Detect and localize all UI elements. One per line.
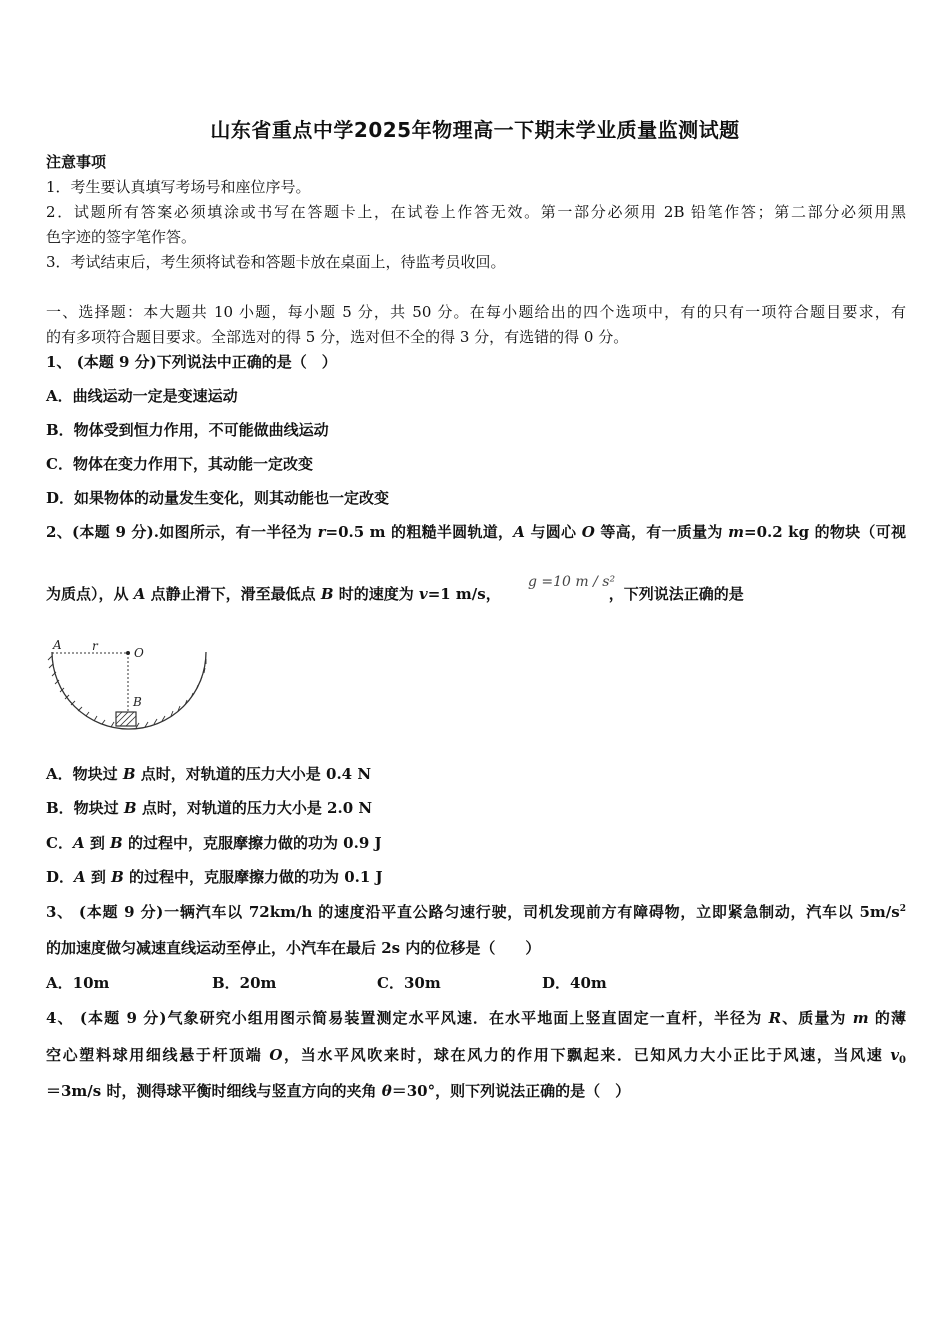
q4-stem-line-1 xyxy=(46,1008,906,1028)
var-A: A xyxy=(72,834,85,852)
q3-option-b: B．20m xyxy=(212,974,277,992)
var-B: B xyxy=(110,834,123,852)
q3-stem-line-2: 的加速度做匀减速直线运动至停止，小汽车在最后 2s 内的位移是（ ） xyxy=(46,939,541,957)
var-v: v xyxy=(890,1046,900,1064)
var-B: B xyxy=(320,585,334,603)
q2-option-text: A．物块过 xyxy=(46,765,123,783)
var-A: A xyxy=(74,868,86,886)
q4-stem-text: 空心塑料球用细线悬于杆顶端 xyxy=(46,1046,270,1064)
section-1-intro-line-1: 一、选择题：本大题共 10 小题，每小题 5 分，共 50 分。在每小题给出的四个选项中，有的只有一项符合题目要求，有 xyxy=(46,303,906,321)
var-B: B xyxy=(111,868,124,886)
q2-option-c xyxy=(46,833,906,853)
q2-option-text: 点时，对轨道的压力大小是 2.0 N xyxy=(136,799,373,817)
notice-item-2-line-1: 2．试题所有答案必须填涂或书写在答题卡上，在试卷上作答无效。第一部分必须用 2B 铅笔作答；第二部分必须用黑 xyxy=(46,203,906,221)
q2-option-d xyxy=(46,867,906,887)
q4-stem-line-2 xyxy=(46,1045,906,1065)
q2-stem-text: 与圆心 xyxy=(524,523,582,541)
q2-stem-text: =0.2 kg 的物块（可视 xyxy=(744,523,906,541)
label-o: O xyxy=(134,646,144,660)
q3-option-a: A．10m xyxy=(46,974,110,992)
q4-stem-text: ，当水平风吹来时，球在风力的作用下飘起来．已知风力大小正比于风速，当风速 xyxy=(282,1046,891,1064)
q4-stem-text: ＝3m/s 时，测得球平衡时细线与竖直方向的夹角 xyxy=(46,1082,382,1100)
q1-option-c: C．物体在变力作用下，其动能一定改变 xyxy=(46,455,313,473)
q2-option-text: 的过程中，克服摩擦力做的功为 0.9 J xyxy=(122,834,382,852)
q3-stem-text: 3、 (本题 9 分)一辆汽车以 72km/h 的速度沿平直公路匀速行驶，司机发现前方有障碍物，立即紧急制动，汽车以 5m/s xyxy=(46,903,900,921)
var-v-subscript: 0 xyxy=(899,1055,906,1066)
var-A: A xyxy=(513,523,525,541)
q4-stem-line-3 xyxy=(46,1081,906,1101)
q2-option-a xyxy=(46,764,906,784)
q2-stem-text: ，下列说法正确的是 xyxy=(608,585,744,603)
var-B: B xyxy=(123,799,137,817)
q2-option-text: 点时，对轨道的压力大小是 0.4 N xyxy=(135,765,372,783)
notice-heading: 注意事项 xyxy=(46,153,107,171)
q2-stem-text: =0.5 m 的粗糙半圆轨道， xyxy=(325,523,514,541)
q2-stem-text: 2、(本题 9 分).如图所示，有一半径为 xyxy=(46,523,318,541)
label-b: B xyxy=(133,695,142,709)
notice-item-1: 1．考生要认真填写考场号和座位序号。 xyxy=(46,178,311,196)
q2-stem-text: =1 m/s， xyxy=(427,585,501,603)
notice-item-3: 3．考试结束后，考生须将试卷和答题卡放在桌面上，待监考员收回。 xyxy=(46,253,506,271)
var-B: B xyxy=(122,765,136,783)
var-O: O xyxy=(581,523,595,541)
gravity-formula: g =10 m / s² xyxy=(528,574,616,590)
q3-option-c: C．30m xyxy=(377,974,441,992)
q3-option-d: D．40m xyxy=(542,974,607,992)
label-a: A xyxy=(53,638,62,652)
q2-stem-text: 点静止滑下，滑至最低点 xyxy=(145,585,321,603)
q4-stem-text: ＝30°，则下列说法正确的是（ ） xyxy=(391,1082,631,1100)
q1-option-b: B．物体受到恒力作用，不可能做曲线运动 xyxy=(46,421,329,439)
q1-option-a: A．曲线运动一定是变速运动 xyxy=(46,387,238,405)
q2-stem-text: 为质点），从 xyxy=(46,585,134,603)
var-r: r xyxy=(317,523,326,541)
q2-option-text: 的过程中，克服摩擦力做的功为 0.1 J xyxy=(123,868,383,886)
var-v: v xyxy=(418,585,428,603)
semicircle-track-figure xyxy=(44,636,214,736)
q3-stem-line-1 xyxy=(46,902,906,922)
center-point-o xyxy=(126,651,130,655)
q2-stem-line-1 xyxy=(46,522,906,542)
var-theta: θ xyxy=(381,1082,392,1100)
var-m: m xyxy=(852,1009,869,1027)
q2-option-text: 到 xyxy=(84,834,111,852)
q2-option-text: C． xyxy=(46,834,73,852)
block-at-b xyxy=(116,712,136,726)
q4-stem-text: 4、 (本题 9 分)气象研究小组用图示简易装置测定水平风速．在水平地面上竖直固定一直杆，半径为 xyxy=(46,1009,769,1027)
q4-stem-text: 、质量为 xyxy=(781,1009,853,1027)
q2-stem-line-2 xyxy=(46,584,906,604)
q2-option-text: B．物块过 xyxy=(46,799,124,817)
q2-stem-text: 等高，有一质量为 xyxy=(594,523,729,541)
notice-item-2-line-2: 色字迹的签字笔作答。 xyxy=(46,228,197,246)
var-O: O xyxy=(269,1046,283,1064)
q2-option-text: D． xyxy=(46,868,75,886)
q2-option-b xyxy=(46,798,906,818)
q3-options xyxy=(46,973,906,993)
var-R: R xyxy=(768,1009,782,1027)
q1-option-d: D．如果物体的动量发生变化，则其动能也一定改变 xyxy=(46,489,390,507)
label-r: r xyxy=(92,639,98,653)
var-A: A xyxy=(133,585,146,603)
q3-superscript: 2 xyxy=(899,904,906,914)
page-title: 山东省重点中学2025年物理高一下期末学业质量监测试题 xyxy=(210,118,740,142)
q1-stem: 1、 (本题 9 分)下列说法中正确的是（ ） xyxy=(46,353,337,371)
q2-stem-text: 时的速度为 xyxy=(333,585,419,603)
var-m: m xyxy=(728,523,745,541)
section-1-intro-line-2: 的有多项符合题目要求。全部选对的得 5 分，选对但不全的得 3 分，有选错的得 0 分。 xyxy=(46,328,629,346)
q4-stem-text: 的薄 xyxy=(868,1009,906,1027)
q2-option-text: 到 xyxy=(85,868,112,886)
